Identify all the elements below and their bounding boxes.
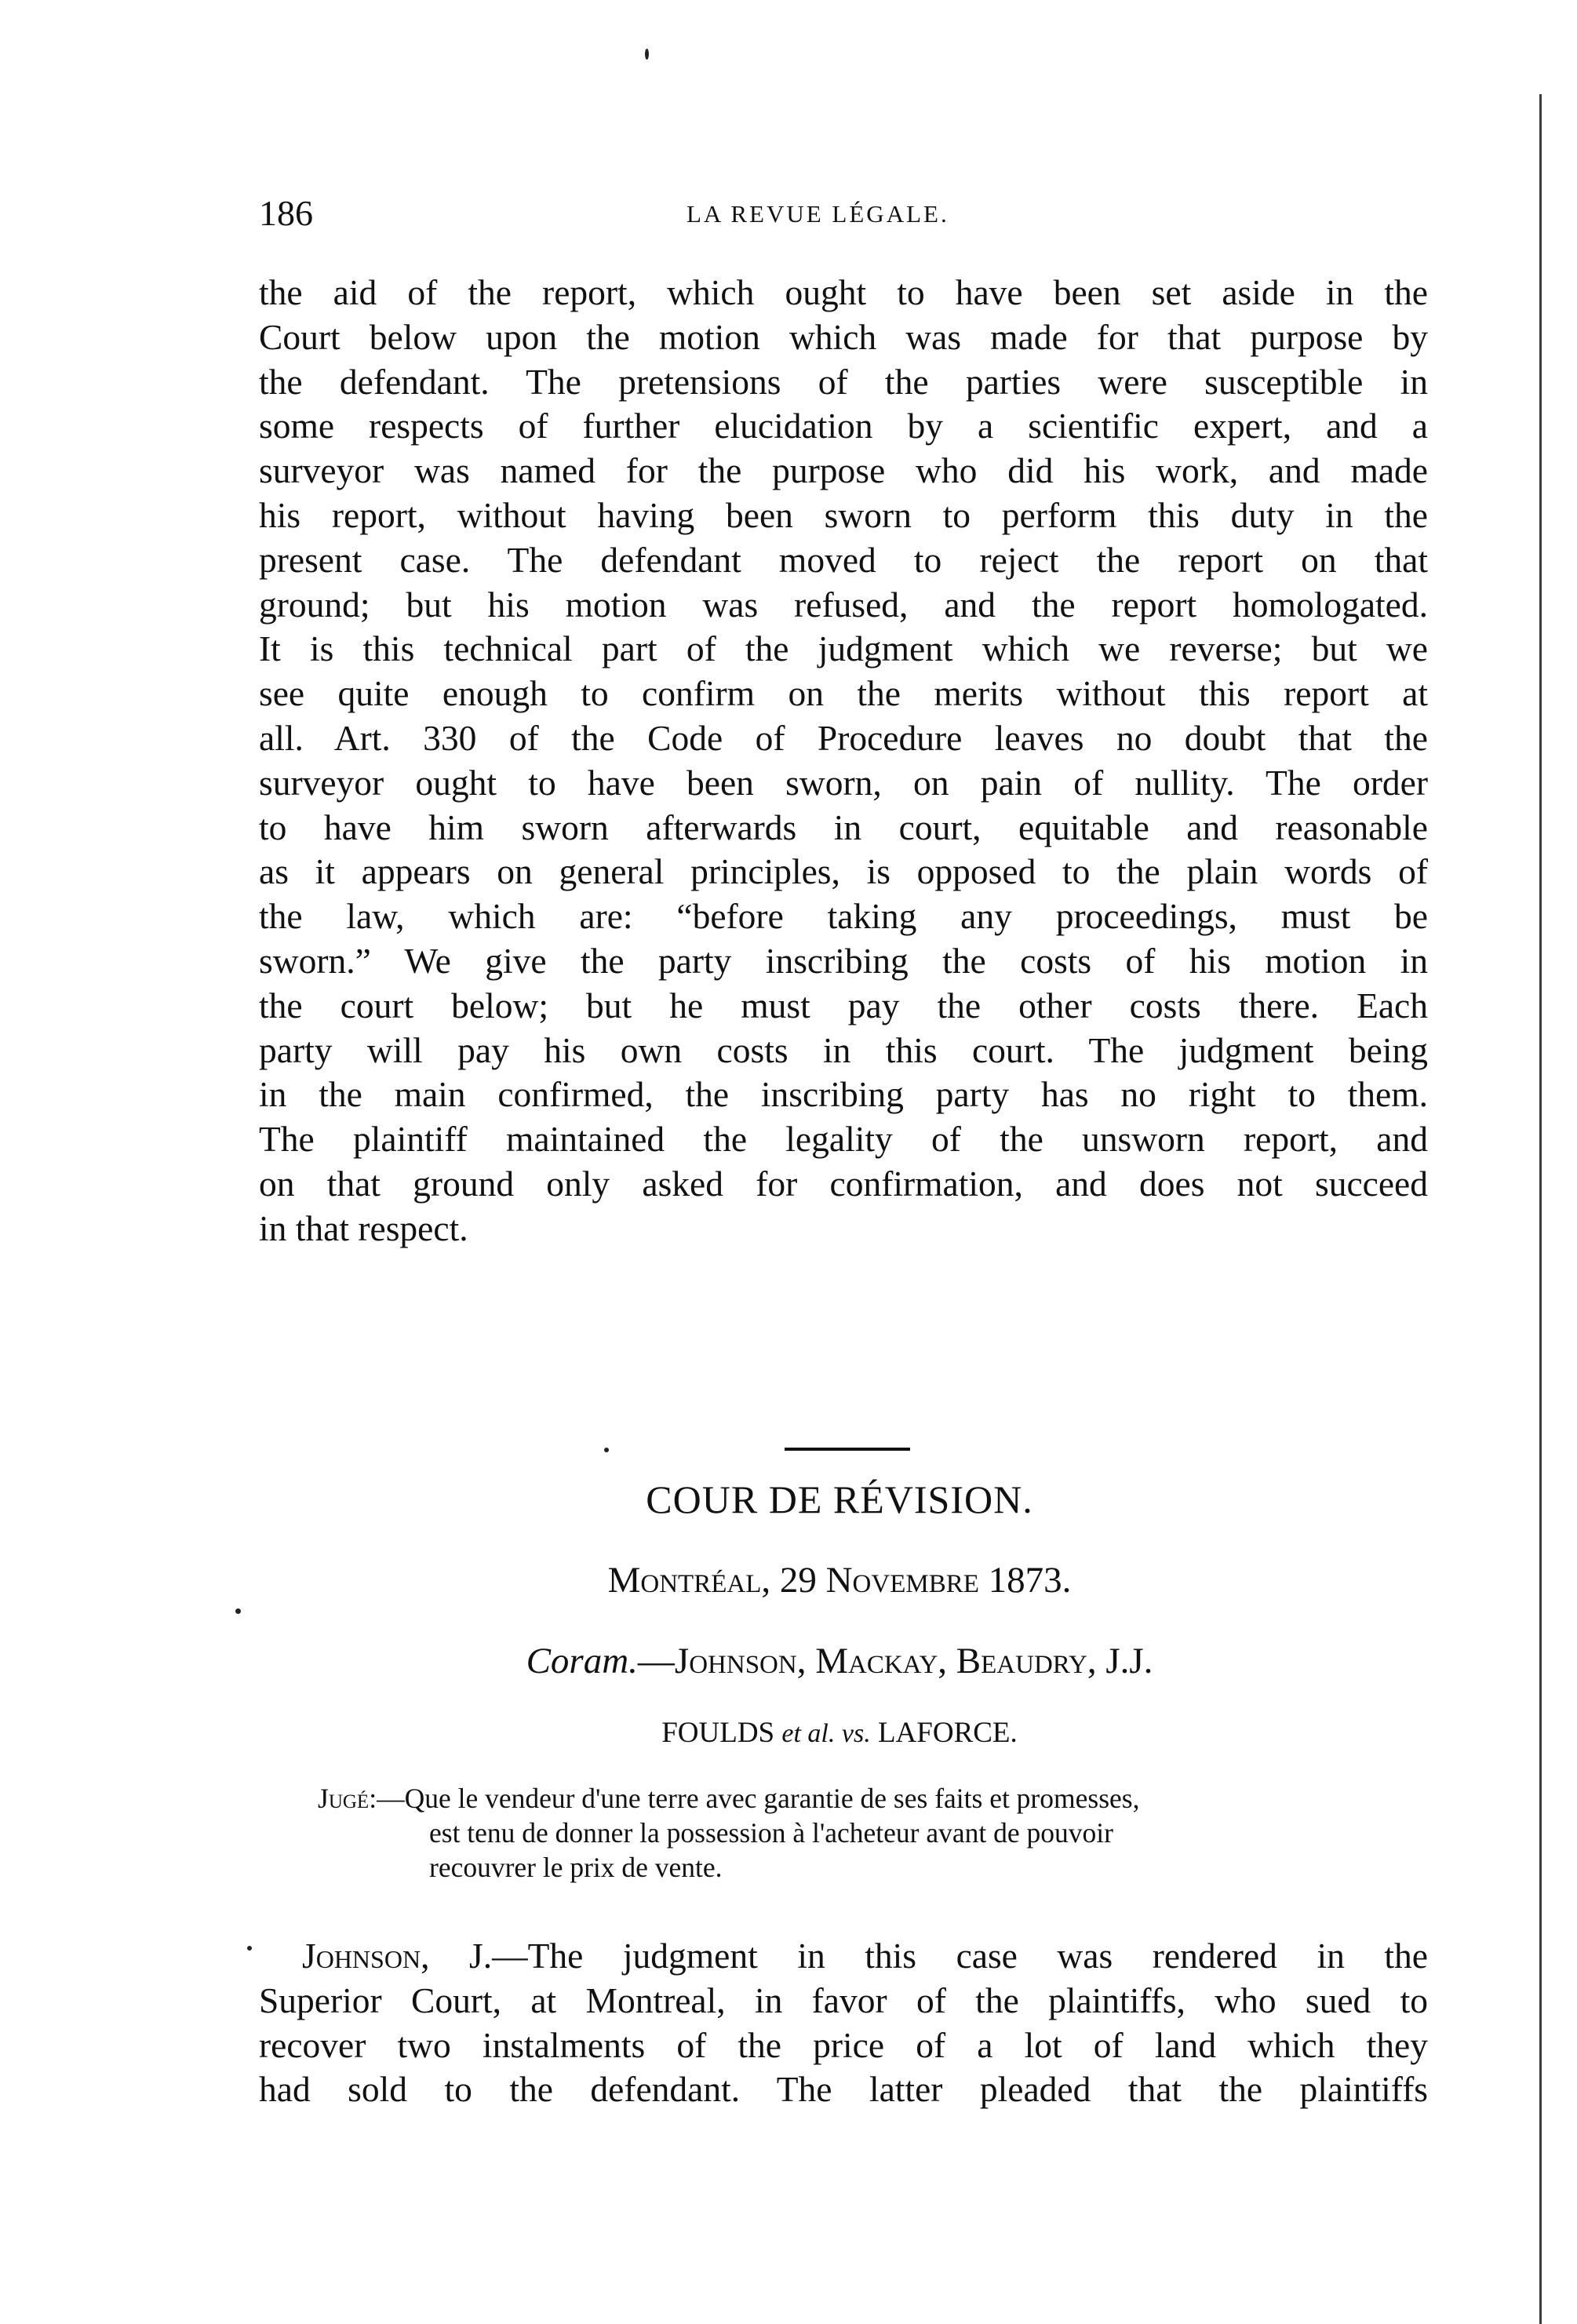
text-line: see quite enough to confirm on the merits without this report at xyxy=(259,673,1428,714)
case-etal: et al. xyxy=(781,1719,836,1748)
section-rule xyxy=(785,1448,910,1451)
headnote-label: Jugé xyxy=(318,1783,370,1814)
text-line: on that ground only asked for confirmation, and does not succeed xyxy=(259,1163,1428,1204)
headnote xyxy=(318,1781,1428,1885)
text-line: the aid of the report, which ought to have been set aside in the xyxy=(259,272,1428,312)
court-title: COUR DE RÉVISION. xyxy=(646,1477,1033,1521)
body-paragraph-2 xyxy=(259,1934,1428,2112)
headnote-line: recouvrer le prix de vente. xyxy=(429,1852,723,1883)
case-name xyxy=(0,1716,1577,1750)
text-line: party will pay his own costs in this court. The judgment being xyxy=(259,1029,1428,1070)
text-line: to have him sworn afterwards in court, equitable and reasonable xyxy=(259,807,1428,847)
text-line: Court below upon the motion which was made for that purpose by xyxy=(259,316,1428,357)
case-vs: vs. xyxy=(835,1719,871,1748)
headnote-line xyxy=(318,1781,1428,1816)
ink-speck xyxy=(604,1448,609,1452)
judge-name: Johnson xyxy=(302,1936,421,1976)
text-line: had sold to the defendant. The latter pleaded that the plaintiffs xyxy=(259,2069,1428,2110)
text-line: present case. The defendant moved to reject the report on that xyxy=(259,539,1428,580)
text-line: recover two instalments of the price of a lot of land which they xyxy=(259,2024,1428,2065)
case-plaintiff: FOULDS xyxy=(661,1717,782,1749)
page-number: 186 xyxy=(259,193,313,233)
text-line: the defendant. The pretensions of the parties were susceptible in xyxy=(259,361,1428,402)
ink-speck xyxy=(645,49,649,60)
text-line: some respects of further elucidation by a scientific expert, and a xyxy=(259,406,1428,446)
text-line xyxy=(259,1934,1428,1979)
ink-speck xyxy=(247,1946,252,1951)
text-line: ground; but his motion was refused, and the report homologated. xyxy=(259,584,1428,625)
running-head: LA REVUE LÉGALE. xyxy=(687,200,949,228)
coram-judges: —Johnson, Mackay, Beaudry, J.J. xyxy=(637,1641,1153,1681)
text-line: all. Art. 330 of the Code of Procedure leaves no doubt that the xyxy=(259,717,1428,758)
case-defendant: LAFORCE. xyxy=(870,1717,1018,1749)
text-line: surveyor was named for the purpose who did his work, and made xyxy=(259,450,1428,491)
court-date: Montréal, 29 Novembre 1873. xyxy=(607,1560,1072,1601)
text-line: in the main confirmed, the inscribing party has no right to them. xyxy=(259,1074,1428,1115)
text-line: sworn.” We give the party inscribing the costs of his motion in xyxy=(259,940,1428,981)
text-fragment: , J.—The judgment in this case was rendered in the xyxy=(421,1936,1428,1976)
page-header xyxy=(259,192,1459,247)
coram-label: Coram. xyxy=(526,1641,638,1681)
text-line: Superior Court, at Montreal, in favor of the plaintiffs, who sued to xyxy=(259,1980,1428,2020)
text-line: his report, without having been sworn to perform this duty in the xyxy=(259,494,1428,535)
binding-edge-line xyxy=(1539,94,1542,2324)
ink-speck xyxy=(235,1608,241,1614)
headnote-line: est tenu de donner la possession à l'acheteur avant de pouvoir xyxy=(429,1817,1113,1849)
text-line: It is this technical part of the judgment which we reverse; but we xyxy=(259,628,1428,669)
text-line: in that respect. xyxy=(259,1208,468,1248)
text-line: surveyor ought to have been sworn, on pain of nullity. The order xyxy=(259,762,1428,803)
headnote-text: :—Que le vendeur d'une terre avec garantie de ses faits et promesses, xyxy=(369,1783,1140,1814)
coram-line xyxy=(0,1640,1577,1682)
text-line: as it appears on general principles, is opposed to the plain words of xyxy=(259,851,1428,892)
text-line: the court below; but he must pay the other costs there. Each xyxy=(259,985,1428,1025)
text-line: The plaintiff maintained the legality of the unsworn report, and xyxy=(259,1119,1428,1160)
body-paragraph-1 xyxy=(259,271,1428,1251)
text-line: the law, which are: “before taking any proceedings, must be xyxy=(259,896,1428,937)
